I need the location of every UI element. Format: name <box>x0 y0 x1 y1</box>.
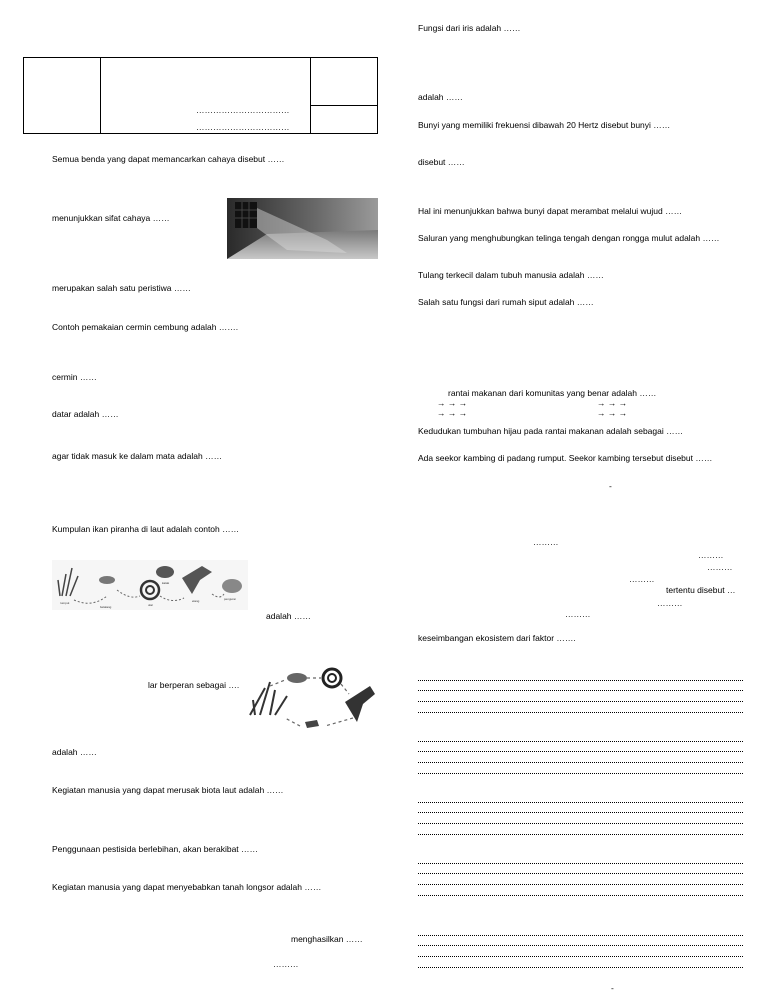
question-text: disebut …… <box>418 157 465 167</box>
question-text: Ada seekor kambing di padang rumput. Seekor kambing tersebut disebut …… <box>418 453 713 463</box>
chain-label: katak <box>162 581 170 585</box>
question-text: menunjukkan sifat cahaya …… <box>52 213 170 223</box>
question-text: Fungsi dari iris adalah …… <box>418 23 521 33</box>
question-text: Kegiatan manusia yang dapat merusak biota laut adalah …… <box>52 785 284 795</box>
chain-label: pengurai <box>224 597 236 601</box>
answer-dots: ……… <box>273 959 299 969</box>
question-text: Tulang terkecil dalam tubuh manusia adalah …… <box>418 270 604 280</box>
question-text: menghasilkan …… <box>291 934 363 944</box>
header-divider <box>310 58 311 133</box>
header-dots: …………………………… <box>196 122 290 132</box>
food-chain-image <box>52 560 248 610</box>
answer-dots: ……… <box>629 574 655 584</box>
chain-label: rumput <box>60 601 70 605</box>
question-text: datar adalah …… <box>52 409 119 419</box>
question-text: Salah satu fungsi dari rumah siput adalah …… <box>418 297 594 307</box>
question-text: tertentu disebut … <box>666 585 736 595</box>
question-text: lar berperan sebagai …. <box>148 680 240 690</box>
header-divider <box>100 58 101 133</box>
question-text: Semua benda yang dapat memancarkan cahaya disebut …… <box>52 154 285 164</box>
question-text: Contoh pemakaian cermin cembung adalah ……. <box>52 322 239 332</box>
question-text: agar tidak masuk ke dalam mata adalah …… <box>52 451 223 461</box>
question-text: Bunyi yang memiliki frekuensi dibawah 20 Hertz disebut bunyi …… <box>418 120 671 130</box>
chain-arrows: → → → <box>437 408 468 418</box>
question-text: Kegiatan manusia yang dapat menyebabkan tanah longsor adalah …… <box>52 882 322 892</box>
chain-arrows: → → → <box>597 398 628 408</box>
question-text: Penggunaan pestisida berlebihan, akan berakibat …… <box>52 844 259 854</box>
chain-label: belalang <box>100 605 112 609</box>
chain-arrows: → → → <box>437 398 468 408</box>
question-text: cermin …… <box>52 372 97 382</box>
chain-label: ular <box>148 603 154 607</box>
question-text: Kumpulan ikan piranha di laut adalah contoh …… <box>52 524 240 534</box>
header-table <box>23 57 378 134</box>
page-mark: - <box>611 983 614 993</box>
answer-dots: ……… <box>698 550 724 560</box>
food-web-image <box>245 660 380 735</box>
chain-arrows: → → → <box>597 408 628 418</box>
answer-dots: ……… <box>657 598 683 608</box>
header-dots: …………………………… <box>196 105 290 115</box>
question-text: adalah …… <box>52 747 97 757</box>
question-text: adalah …… <box>266 611 311 621</box>
question-text: Saluran yang menghubungkan telinga tengah dengan rongga mulut adalah …… <box>418 233 720 243</box>
answer-dots: ……… <box>533 537 559 547</box>
question-text: rantai makanan dari komunitas yang benar adalah …… <box>448 388 657 398</box>
page-mark: - <box>609 481 612 491</box>
answer-dots: ……… <box>707 562 733 572</box>
question-text: Hal ini menunjukkan bahwa bunyi dapat merambat melalui wujud …… <box>418 206 683 216</box>
answer-dots: ……… <box>565 609 591 619</box>
chain-label: elang <box>192 599 200 603</box>
question-text: merupakan salah satu peristiwa …… <box>52 283 191 293</box>
header-divider <box>310 105 377 106</box>
question-text: keseimbangan ekosistem dari faktor ……. <box>418 633 576 643</box>
question-text: Kedudukan tumbuhan hijau pada rantai makanan adalah sebagai …… <box>418 426 684 436</box>
room-light-photo <box>227 198 378 259</box>
question-text: adalah …… <box>418 92 463 102</box>
